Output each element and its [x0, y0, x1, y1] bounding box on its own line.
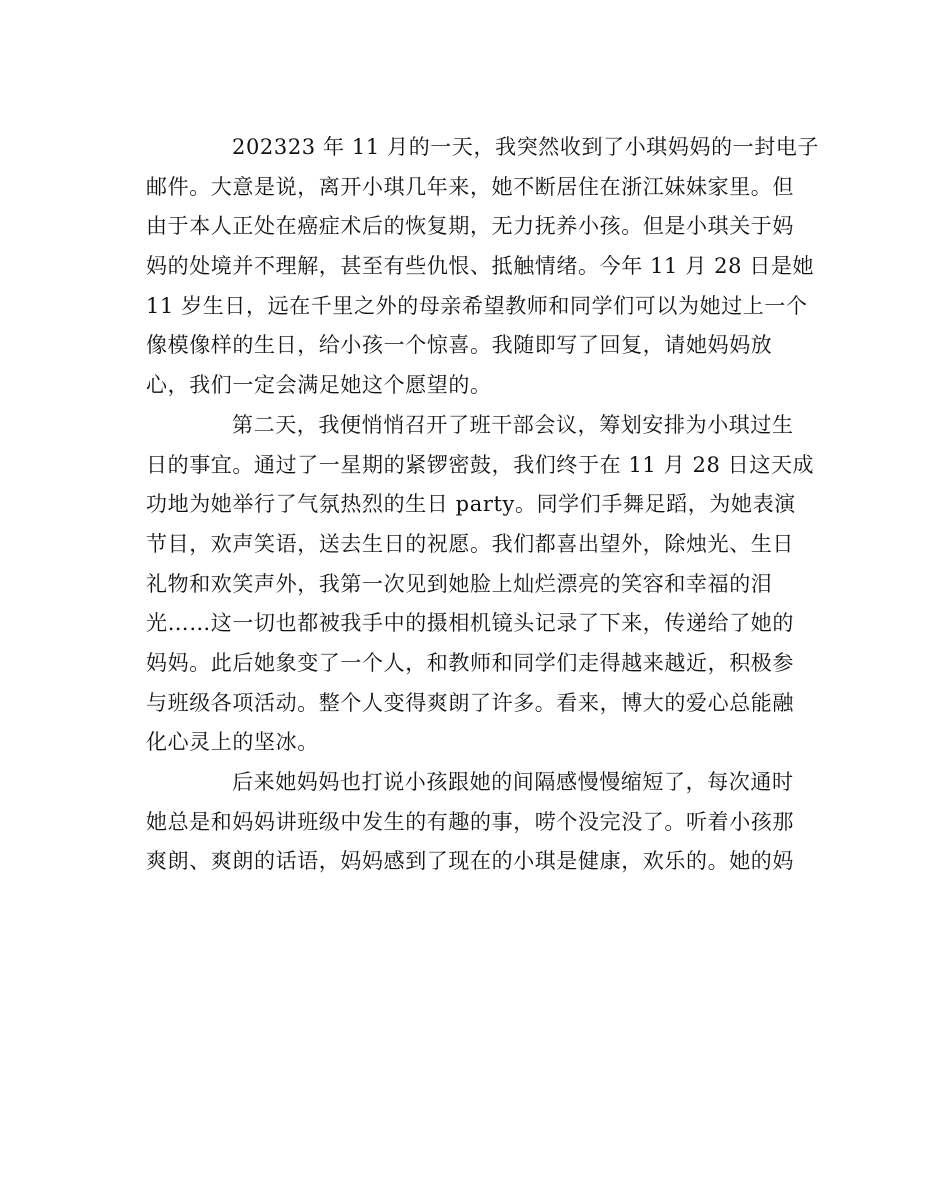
text-line: 由于本人正处在癌症术后的恢复期，无力抚养小孩。但是小琪关于妈 [146, 214, 794, 239]
text-line: 11 岁生日，远在千里之外的母亲希望教师和同学们可以为她过上一个 [146, 293, 808, 318]
body-text [146, 128, 820, 882]
text-line: 化心灵上的坚冰。 [146, 730, 319, 755]
text-line: 节目，欢声笑语，送去生日的祝愿。我们都喜出望外，除烛光、生日 [146, 531, 794, 556]
text-line: 礼物和欢笑声外，我第一次见到她脸上灿烂漂亮的笑容和幸福的泪 [146, 571, 773, 596]
text-line: 她总是和妈妈讲班级中发生的有趣的事，唠个没完没了。听着小孩那 [146, 809, 794, 834]
text-line: 与班级各项活动。整个人变得爽朗了许多。看来，博大的爱心总能融 [146, 690, 794, 715]
text-line: 像模像样的生日，给小孩一个惊喜。我随即写了回复，请她妈妈放 [146, 333, 773, 358]
text-line: 光……这一切也都被我手中的摄相机镜头记录了下来，传递给了她的 [146, 611, 794, 636]
text-line: 妈的处境并不理解，甚至有些仇恨、抵触情绪。今年 11 月 28 日是她 [146, 254, 815, 279]
text-line: 心，我们一定会满足她这个愿望的。 [146, 373, 492, 398]
text-line: 功地为她举行了气氛热烈的生日 party。同学们手舞足蹈，为她表演 [146, 492, 796, 517]
text-line: 妈妈。此后她象变了一个人，和教师和同学们走得越来越近，积极参 [146, 650, 794, 675]
text-line: 202323 年 11 月的一天，我突然收到了小琪妈妈的一封电子 [232, 135, 820, 159]
text-line: 邮件。大意是说，离开小琪几年来，她不断居住在浙江妹妹家里。但 [146, 174, 794, 199]
text-line: 后来她妈妈也打说小孩跟她的间隔感慢慢缩短了，每次通时 [232, 770, 794, 794]
text-line: 第二天，我便悄悄召开了班干部会议，筹划安排为小琪过生 [232, 412, 794, 437]
text-line: 日的事宜。通过了一星期的紧锣密鼓，我们终于在 11 月 28 日这天成 [146, 452, 815, 477]
text-line: 爽朗、爽朗的话语，妈妈感到了现在的小琪是健康，欢乐的。她的妈 [146, 849, 794, 874]
